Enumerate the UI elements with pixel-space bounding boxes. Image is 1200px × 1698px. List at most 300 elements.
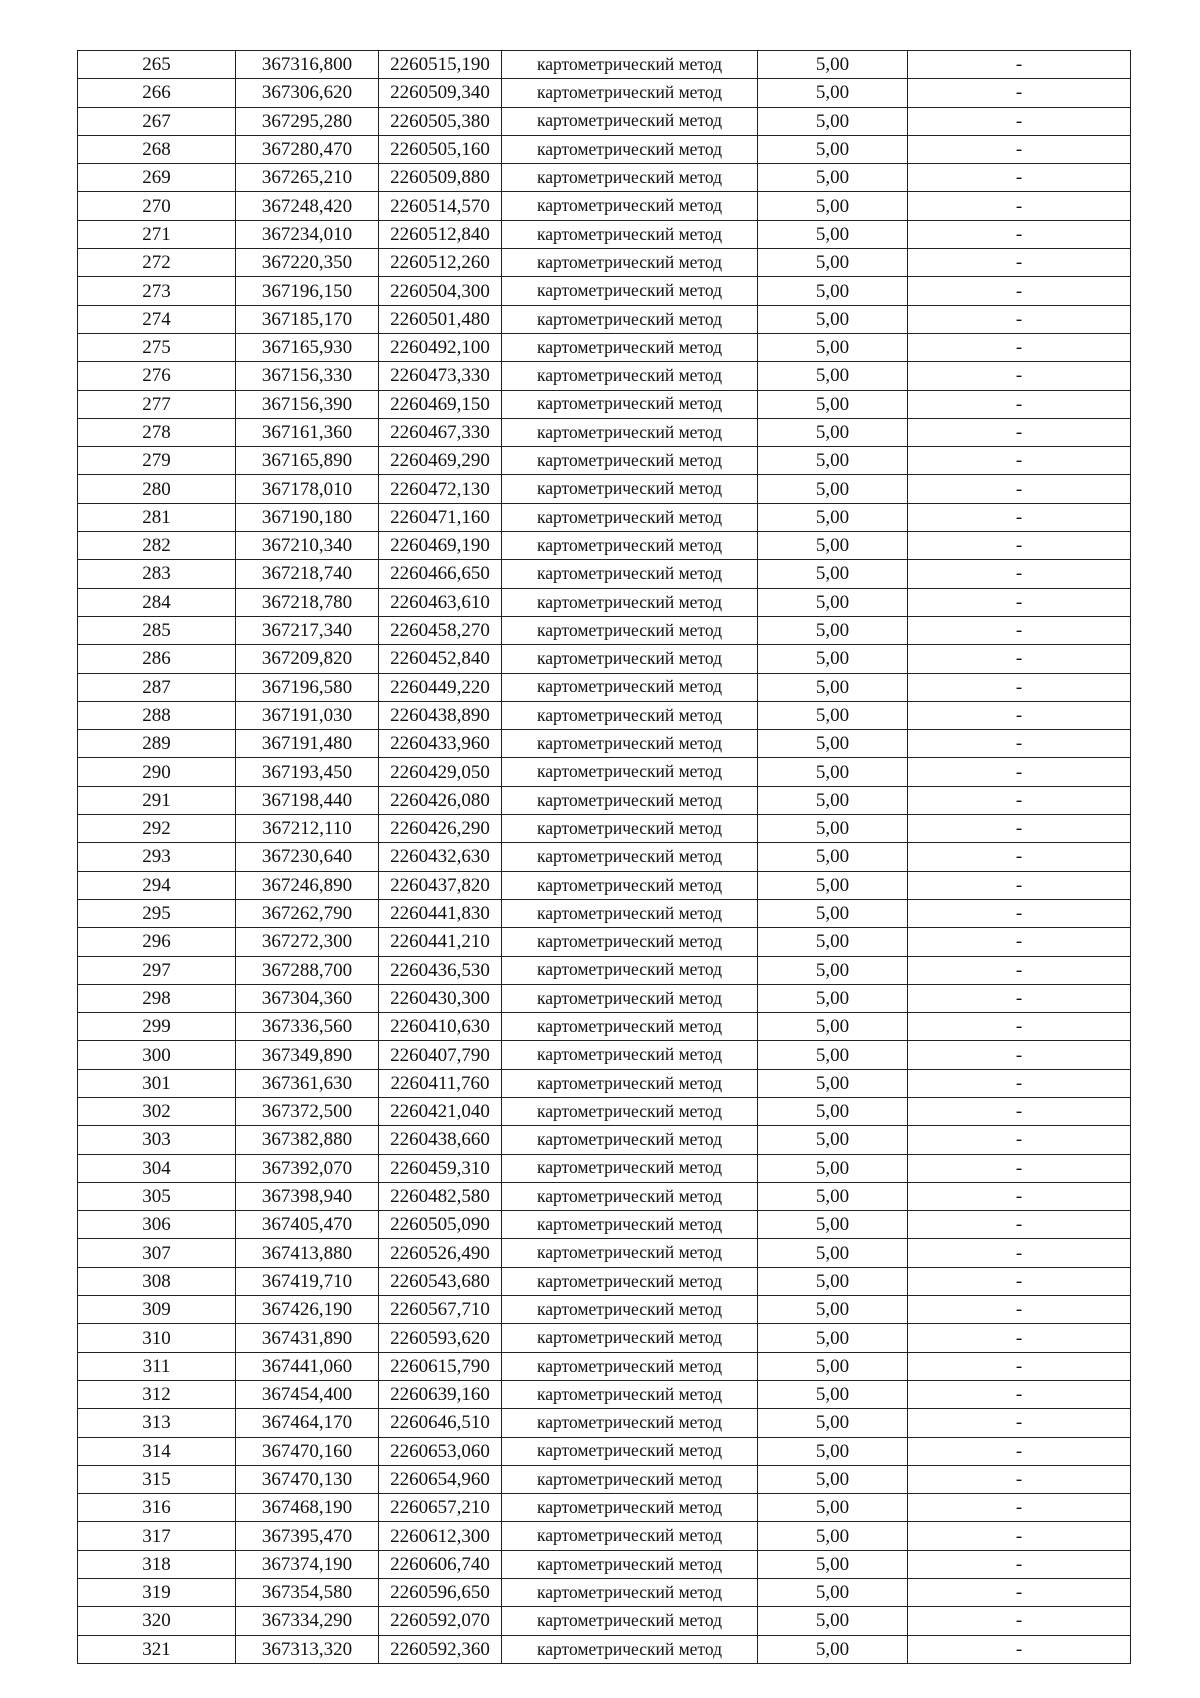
accuracy-cell: 5,00 — [758, 192, 908, 220]
description-cell: - — [908, 928, 1131, 956]
accuracy-cell: 5,00 — [758, 107, 908, 135]
description-cell: - — [908, 532, 1131, 560]
y-coordinate-cell: 2260432,630 — [379, 843, 502, 871]
description-cell: - — [908, 730, 1131, 758]
accuracy-cell: 5,00 — [758, 333, 908, 361]
description-cell: - — [908, 843, 1131, 871]
point-number-cell: 295 — [78, 899, 236, 927]
point-number-cell: 286 — [78, 645, 236, 673]
point-number-cell: 273 — [78, 277, 236, 305]
x-coordinate-cell: 367212,110 — [236, 815, 379, 843]
table-row — [78, 984, 1131, 1012]
accuracy-cell: 5,00 — [758, 1041, 908, 1069]
method-cell: картометрический метод — [502, 1607, 758, 1635]
x-coordinate-cell: 367230,640 — [236, 843, 379, 871]
point-number-cell: 299 — [78, 1013, 236, 1041]
y-coordinate-cell: 2260433,960 — [379, 730, 502, 758]
y-coordinate-cell: 2260505,090 — [379, 1211, 502, 1239]
description-cell: - — [908, 51, 1131, 79]
description-cell: - — [908, 192, 1131, 220]
point-number-cell: 289 — [78, 730, 236, 758]
x-coordinate-cell: 367161,360 — [236, 418, 379, 446]
y-coordinate-cell: 2260438,660 — [379, 1126, 502, 1154]
y-coordinate-cell: 2260436,530 — [379, 956, 502, 984]
method-cell: картометрический метод — [502, 1211, 758, 1239]
point-number-cell: 266 — [78, 79, 236, 107]
x-coordinate-cell: 367431,890 — [236, 1324, 379, 1352]
method-cell: картометрический метод — [502, 135, 758, 163]
y-coordinate-cell: 2260543,680 — [379, 1267, 502, 1295]
x-coordinate-cell: 367156,390 — [236, 390, 379, 418]
x-coordinate-cell: 367405,470 — [236, 1211, 379, 1239]
y-coordinate-cell: 2260505,160 — [379, 135, 502, 163]
accuracy-cell: 5,00 — [758, 51, 908, 79]
table-row — [78, 390, 1131, 418]
y-coordinate-cell: 2260452,840 — [379, 645, 502, 673]
table-row — [78, 362, 1131, 390]
y-coordinate-cell: 2260593,620 — [379, 1324, 502, 1352]
table-row — [78, 1296, 1131, 1324]
x-coordinate-cell: 367413,880 — [236, 1239, 379, 1267]
description-cell: - — [908, 1465, 1131, 1493]
accuracy-cell: 5,00 — [758, 305, 908, 333]
method-cell: картометрический метод — [502, 1126, 758, 1154]
accuracy-cell: 5,00 — [758, 560, 908, 588]
description-cell: - — [908, 333, 1131, 361]
description-cell: - — [908, 1522, 1131, 1550]
accuracy-cell: 5,00 — [758, 956, 908, 984]
x-coordinate-cell: 367316,800 — [236, 51, 379, 79]
x-coordinate-cell: 367165,890 — [236, 447, 379, 475]
accuracy-cell: 5,00 — [758, 1465, 908, 1493]
y-coordinate-cell: 2260492,100 — [379, 333, 502, 361]
table-row — [78, 730, 1131, 758]
method-cell: картометрический метод — [502, 1494, 758, 1522]
point-number-cell: 285 — [78, 616, 236, 644]
method-cell: картометрический метод — [502, 79, 758, 107]
table-row — [78, 871, 1131, 899]
table-row — [78, 1182, 1131, 1210]
y-coordinate-cell: 2260592,360 — [379, 1635, 502, 1663]
method-cell: картометрический метод — [502, 815, 758, 843]
method-cell: картометрический метод — [502, 1097, 758, 1125]
description-cell: - — [908, 1069, 1131, 1097]
y-coordinate-cell: 2260469,150 — [379, 390, 502, 418]
table-row — [78, 956, 1131, 984]
x-coordinate-cell: 367349,890 — [236, 1041, 379, 1069]
y-coordinate-cell: 2260469,190 — [379, 532, 502, 560]
description-cell: - — [908, 1607, 1131, 1635]
point-number-cell: 305 — [78, 1182, 236, 1210]
table-row — [78, 1324, 1131, 1352]
description-cell: - — [908, 673, 1131, 701]
y-coordinate-cell: 2260421,040 — [379, 1097, 502, 1125]
point-number-cell: 265 — [78, 51, 236, 79]
x-coordinate-cell: 367361,630 — [236, 1069, 379, 1097]
point-number-cell: 317 — [78, 1522, 236, 1550]
method-cell: картометрический метод — [502, 1239, 758, 1267]
accuracy-cell: 5,00 — [758, 1239, 908, 1267]
method-cell: картометрический метод — [502, 984, 758, 1012]
accuracy-cell: 5,00 — [758, 899, 908, 927]
table-row — [78, 1352, 1131, 1380]
method-cell: картометрический метод — [502, 1154, 758, 1182]
point-number-cell: 275 — [78, 333, 236, 361]
method-cell: картометрический метод — [502, 1409, 758, 1437]
description-cell: - — [908, 1013, 1131, 1041]
description-cell: - — [908, 135, 1131, 163]
table-row — [78, 1409, 1131, 1437]
point-number-cell: 302 — [78, 1097, 236, 1125]
method-cell: картометрический метод — [502, 730, 758, 758]
point-number-cell: 301 — [78, 1069, 236, 1097]
accuracy-cell: 5,00 — [758, 79, 908, 107]
table-row — [78, 1550, 1131, 1578]
method-cell: картометрический метод — [502, 1182, 758, 1210]
method-cell: картометрический метод — [502, 701, 758, 729]
table-row — [78, 786, 1131, 814]
description-cell: - — [908, 560, 1131, 588]
table-row — [78, 1097, 1131, 1125]
method-cell: картометрический метод — [502, 305, 758, 333]
method-cell: картометрический метод — [502, 1579, 758, 1607]
point-number-cell: 270 — [78, 192, 236, 220]
point-number-cell: 314 — [78, 1437, 236, 1465]
method-cell: картометрический метод — [502, 899, 758, 927]
accuracy-cell: 5,00 — [758, 503, 908, 531]
y-coordinate-cell: 2260430,300 — [379, 984, 502, 1012]
table-row — [78, 645, 1131, 673]
accuracy-cell: 5,00 — [758, 475, 908, 503]
method-cell: картометрический метод — [502, 1013, 758, 1041]
description-cell: - — [908, 1126, 1131, 1154]
x-coordinate-cell: 367191,480 — [236, 730, 379, 758]
y-coordinate-cell: 2260441,830 — [379, 899, 502, 927]
description-cell: - — [908, 107, 1131, 135]
accuracy-cell: 5,00 — [758, 135, 908, 163]
accuracy-cell: 5,00 — [758, 701, 908, 729]
point-number-cell: 315 — [78, 1465, 236, 1493]
x-coordinate-cell: 367191,030 — [236, 701, 379, 729]
method-cell: картометрический метод — [502, 1522, 758, 1550]
accuracy-cell: 5,00 — [758, 843, 908, 871]
point-number-cell: 279 — [78, 447, 236, 475]
y-coordinate-cell: 2260526,490 — [379, 1239, 502, 1267]
accuracy-cell: 5,00 — [758, 645, 908, 673]
description-cell: - — [908, 1182, 1131, 1210]
table-row — [78, 51, 1131, 79]
table-row — [78, 1522, 1131, 1550]
y-coordinate-cell: 2260612,300 — [379, 1522, 502, 1550]
x-coordinate-cell: 367395,470 — [236, 1522, 379, 1550]
accuracy-cell: 5,00 — [758, 1013, 908, 1041]
x-coordinate-cell: 367306,620 — [236, 79, 379, 107]
table-row — [78, 1494, 1131, 1522]
y-coordinate-cell: 2260592,070 — [379, 1607, 502, 1635]
table-row — [78, 1013, 1131, 1041]
accuracy-cell: 5,00 — [758, 588, 908, 616]
accuracy-cell: 5,00 — [758, 984, 908, 1012]
method-cell: картометрический метод — [502, 1296, 758, 1324]
point-number-cell: 298 — [78, 984, 236, 1012]
table-row — [78, 899, 1131, 927]
method-cell: картометрический метод — [502, 164, 758, 192]
description-cell: - — [908, 956, 1131, 984]
method-cell: картометрический метод — [502, 956, 758, 984]
point-number-cell: 280 — [78, 475, 236, 503]
description-cell: - — [908, 1380, 1131, 1408]
coordinates-table — [77, 50, 1131, 1664]
method-cell: картометрический метод — [502, 333, 758, 361]
description-cell: - — [908, 1409, 1131, 1437]
description-cell: - — [908, 1352, 1131, 1380]
table-row — [78, 701, 1131, 729]
table-row — [78, 135, 1131, 163]
description-cell: - — [908, 588, 1131, 616]
description-cell: - — [908, 1635, 1131, 1663]
description-cell: - — [908, 503, 1131, 531]
x-coordinate-cell: 367217,340 — [236, 616, 379, 644]
method-cell: картометрический метод — [502, 418, 758, 446]
method-cell: картометрический метод — [502, 220, 758, 248]
description-cell: - — [908, 899, 1131, 927]
y-coordinate-cell: 2260473,330 — [379, 362, 502, 390]
table-row — [78, 418, 1131, 446]
description-cell: - — [908, 418, 1131, 446]
description-cell: - — [908, 1211, 1131, 1239]
table-row — [78, 1607, 1131, 1635]
y-coordinate-cell: 2260482,580 — [379, 1182, 502, 1210]
method-cell: картометрический метод — [502, 1324, 758, 1352]
y-coordinate-cell: 2260410,630 — [379, 1013, 502, 1041]
table-row — [78, 475, 1131, 503]
description-cell: - — [908, 815, 1131, 843]
table-row — [78, 192, 1131, 220]
accuracy-cell: 5,00 — [758, 1211, 908, 1239]
x-coordinate-cell: 367246,890 — [236, 871, 379, 899]
table-row — [78, 532, 1131, 560]
accuracy-cell: 5,00 — [758, 249, 908, 277]
method-cell: картометрический метод — [502, 1069, 758, 1097]
x-coordinate-cell: 367398,940 — [236, 1182, 379, 1210]
x-coordinate-cell: 367392,070 — [236, 1154, 379, 1182]
description-cell: - — [908, 1154, 1131, 1182]
x-coordinate-cell: 367470,130 — [236, 1465, 379, 1493]
accuracy-cell: 5,00 — [758, 1097, 908, 1125]
x-coordinate-cell: 367382,880 — [236, 1126, 379, 1154]
x-coordinate-cell: 367190,180 — [236, 503, 379, 531]
point-number-cell: 276 — [78, 362, 236, 390]
method-cell: картометрический метод — [502, 475, 758, 503]
description-cell: - — [908, 758, 1131, 786]
point-number-cell: 303 — [78, 1126, 236, 1154]
x-coordinate-cell: 367464,170 — [236, 1409, 379, 1437]
x-coordinate-cell: 367468,190 — [236, 1494, 379, 1522]
accuracy-cell: 5,00 — [758, 447, 908, 475]
y-coordinate-cell: 2260512,260 — [379, 249, 502, 277]
point-number-cell: 306 — [78, 1211, 236, 1239]
y-coordinate-cell: 2260509,340 — [379, 79, 502, 107]
y-coordinate-cell: 2260615,790 — [379, 1352, 502, 1380]
table-row — [78, 560, 1131, 588]
x-coordinate-cell: 367262,790 — [236, 899, 379, 927]
y-coordinate-cell: 2260567,710 — [379, 1296, 502, 1324]
point-number-cell: 307 — [78, 1239, 236, 1267]
description-cell: - — [908, 220, 1131, 248]
accuracy-cell: 5,00 — [758, 815, 908, 843]
description-cell: - — [908, 1494, 1131, 1522]
accuracy-cell: 5,00 — [758, 1352, 908, 1380]
point-number-cell: 291 — [78, 786, 236, 814]
accuracy-cell: 5,00 — [758, 362, 908, 390]
y-coordinate-cell: 2260504,300 — [379, 277, 502, 305]
y-coordinate-cell: 2260515,190 — [379, 51, 502, 79]
method-cell: картометрический метод — [502, 1380, 758, 1408]
table-row — [78, 107, 1131, 135]
description-cell: - — [908, 1041, 1131, 1069]
x-coordinate-cell: 367272,300 — [236, 928, 379, 956]
description-cell: - — [908, 447, 1131, 475]
point-number-cell: 316 — [78, 1494, 236, 1522]
point-number-cell: 312 — [78, 1380, 236, 1408]
accuracy-cell: 5,00 — [758, 1550, 908, 1578]
method-cell: картометрический метод — [502, 277, 758, 305]
y-coordinate-cell: 2260438,890 — [379, 701, 502, 729]
x-coordinate-cell: 367280,470 — [236, 135, 379, 163]
x-coordinate-cell: 367220,350 — [236, 249, 379, 277]
point-number-cell: 296 — [78, 928, 236, 956]
x-coordinate-cell: 367210,340 — [236, 532, 379, 560]
table-row — [78, 1239, 1131, 1267]
x-coordinate-cell: 367372,500 — [236, 1097, 379, 1125]
table-row — [78, 1041, 1131, 1069]
accuracy-cell: 5,00 — [758, 1296, 908, 1324]
x-coordinate-cell: 367234,010 — [236, 220, 379, 248]
accuracy-cell: 5,00 — [758, 730, 908, 758]
table-row — [78, 616, 1131, 644]
table-row — [78, 277, 1131, 305]
point-number-cell: 309 — [78, 1296, 236, 1324]
description-cell: - — [908, 616, 1131, 644]
y-coordinate-cell: 2260596,650 — [379, 1579, 502, 1607]
description-cell: - — [908, 1097, 1131, 1125]
x-coordinate-cell: 367304,360 — [236, 984, 379, 1012]
table-row — [78, 1211, 1131, 1239]
y-coordinate-cell: 2260437,820 — [379, 871, 502, 899]
x-coordinate-cell: 367185,170 — [236, 305, 379, 333]
description-cell: - — [908, 249, 1131, 277]
point-number-cell: 294 — [78, 871, 236, 899]
y-coordinate-cell: 2260472,130 — [379, 475, 502, 503]
method-cell: картометрический метод — [502, 1635, 758, 1663]
point-number-cell: 290 — [78, 758, 236, 786]
y-coordinate-cell: 2260426,080 — [379, 786, 502, 814]
table-row — [78, 1069, 1131, 1097]
x-coordinate-cell: 367313,320 — [236, 1635, 379, 1663]
point-number-cell: 308 — [78, 1267, 236, 1295]
description-cell: - — [908, 1296, 1131, 1324]
description-cell: - — [908, 475, 1131, 503]
point-number-cell: 277 — [78, 390, 236, 418]
description-cell: - — [908, 701, 1131, 729]
method-cell: картометрический метод — [502, 645, 758, 673]
point-number-cell: 274 — [78, 305, 236, 333]
y-coordinate-cell: 2260654,960 — [379, 1465, 502, 1493]
x-coordinate-cell: 367165,930 — [236, 333, 379, 361]
coordinates-table-body — [78, 51, 1131, 1664]
point-number-cell: 293 — [78, 843, 236, 871]
y-coordinate-cell: 2260606,740 — [379, 1550, 502, 1578]
accuracy-cell: 5,00 — [758, 1126, 908, 1154]
point-number-cell: 269 — [78, 164, 236, 192]
x-coordinate-cell: 367156,330 — [236, 362, 379, 390]
description-cell: - — [908, 305, 1131, 333]
y-coordinate-cell: 2260471,160 — [379, 503, 502, 531]
table-row — [78, 305, 1131, 333]
accuracy-cell: 5,00 — [758, 1579, 908, 1607]
description-cell: - — [908, 390, 1131, 418]
accuracy-cell: 5,00 — [758, 1494, 908, 1522]
point-number-cell: 283 — [78, 560, 236, 588]
accuracy-cell: 5,00 — [758, 1182, 908, 1210]
method-cell: картометрический метод — [502, 560, 758, 588]
point-number-cell: 319 — [78, 1579, 236, 1607]
method-cell: картометрический метод — [502, 1437, 758, 1465]
y-coordinate-cell: 2260512,840 — [379, 220, 502, 248]
description-cell: - — [908, 871, 1131, 899]
table-row — [78, 447, 1131, 475]
y-coordinate-cell: 2260467,330 — [379, 418, 502, 446]
table-row — [78, 333, 1131, 361]
description-cell: - — [908, 1324, 1131, 1352]
accuracy-cell: 5,00 — [758, 1267, 908, 1295]
point-number-cell: 300 — [78, 1041, 236, 1069]
description-cell: - — [908, 362, 1131, 390]
y-coordinate-cell: 2260426,290 — [379, 815, 502, 843]
table-row — [78, 673, 1131, 701]
accuracy-cell: 5,00 — [758, 871, 908, 899]
point-number-cell: 287 — [78, 673, 236, 701]
point-number-cell: 292 — [78, 815, 236, 843]
table-row — [78, 1154, 1131, 1182]
accuracy-cell: 5,00 — [758, 673, 908, 701]
point-number-cell: 320 — [78, 1607, 236, 1635]
point-number-cell: 321 — [78, 1635, 236, 1663]
accuracy-cell: 5,00 — [758, 786, 908, 814]
point-number-cell: 318 — [78, 1550, 236, 1578]
y-coordinate-cell: 2260509,880 — [379, 164, 502, 192]
x-coordinate-cell: 367419,710 — [236, 1267, 379, 1295]
description-cell: - — [908, 277, 1131, 305]
y-coordinate-cell: 2260463,610 — [379, 588, 502, 616]
description-cell: - — [908, 164, 1131, 192]
x-coordinate-cell: 367218,780 — [236, 588, 379, 616]
y-coordinate-cell: 2260469,290 — [379, 447, 502, 475]
method-cell: картометрический метод — [502, 1550, 758, 1578]
point-number-cell: 278 — [78, 418, 236, 446]
point-number-cell: 310 — [78, 1324, 236, 1352]
table-row — [78, 815, 1131, 843]
point-number-cell: 267 — [78, 107, 236, 135]
y-coordinate-cell: 2260653,060 — [379, 1437, 502, 1465]
accuracy-cell: 5,00 — [758, 532, 908, 560]
x-coordinate-cell: 367295,280 — [236, 107, 379, 135]
method-cell: картометрический метод — [502, 192, 758, 220]
description-cell: - — [908, 645, 1131, 673]
x-coordinate-cell: 367218,740 — [236, 560, 379, 588]
accuracy-cell: 5,00 — [758, 616, 908, 644]
x-coordinate-cell: 367196,150 — [236, 277, 379, 305]
